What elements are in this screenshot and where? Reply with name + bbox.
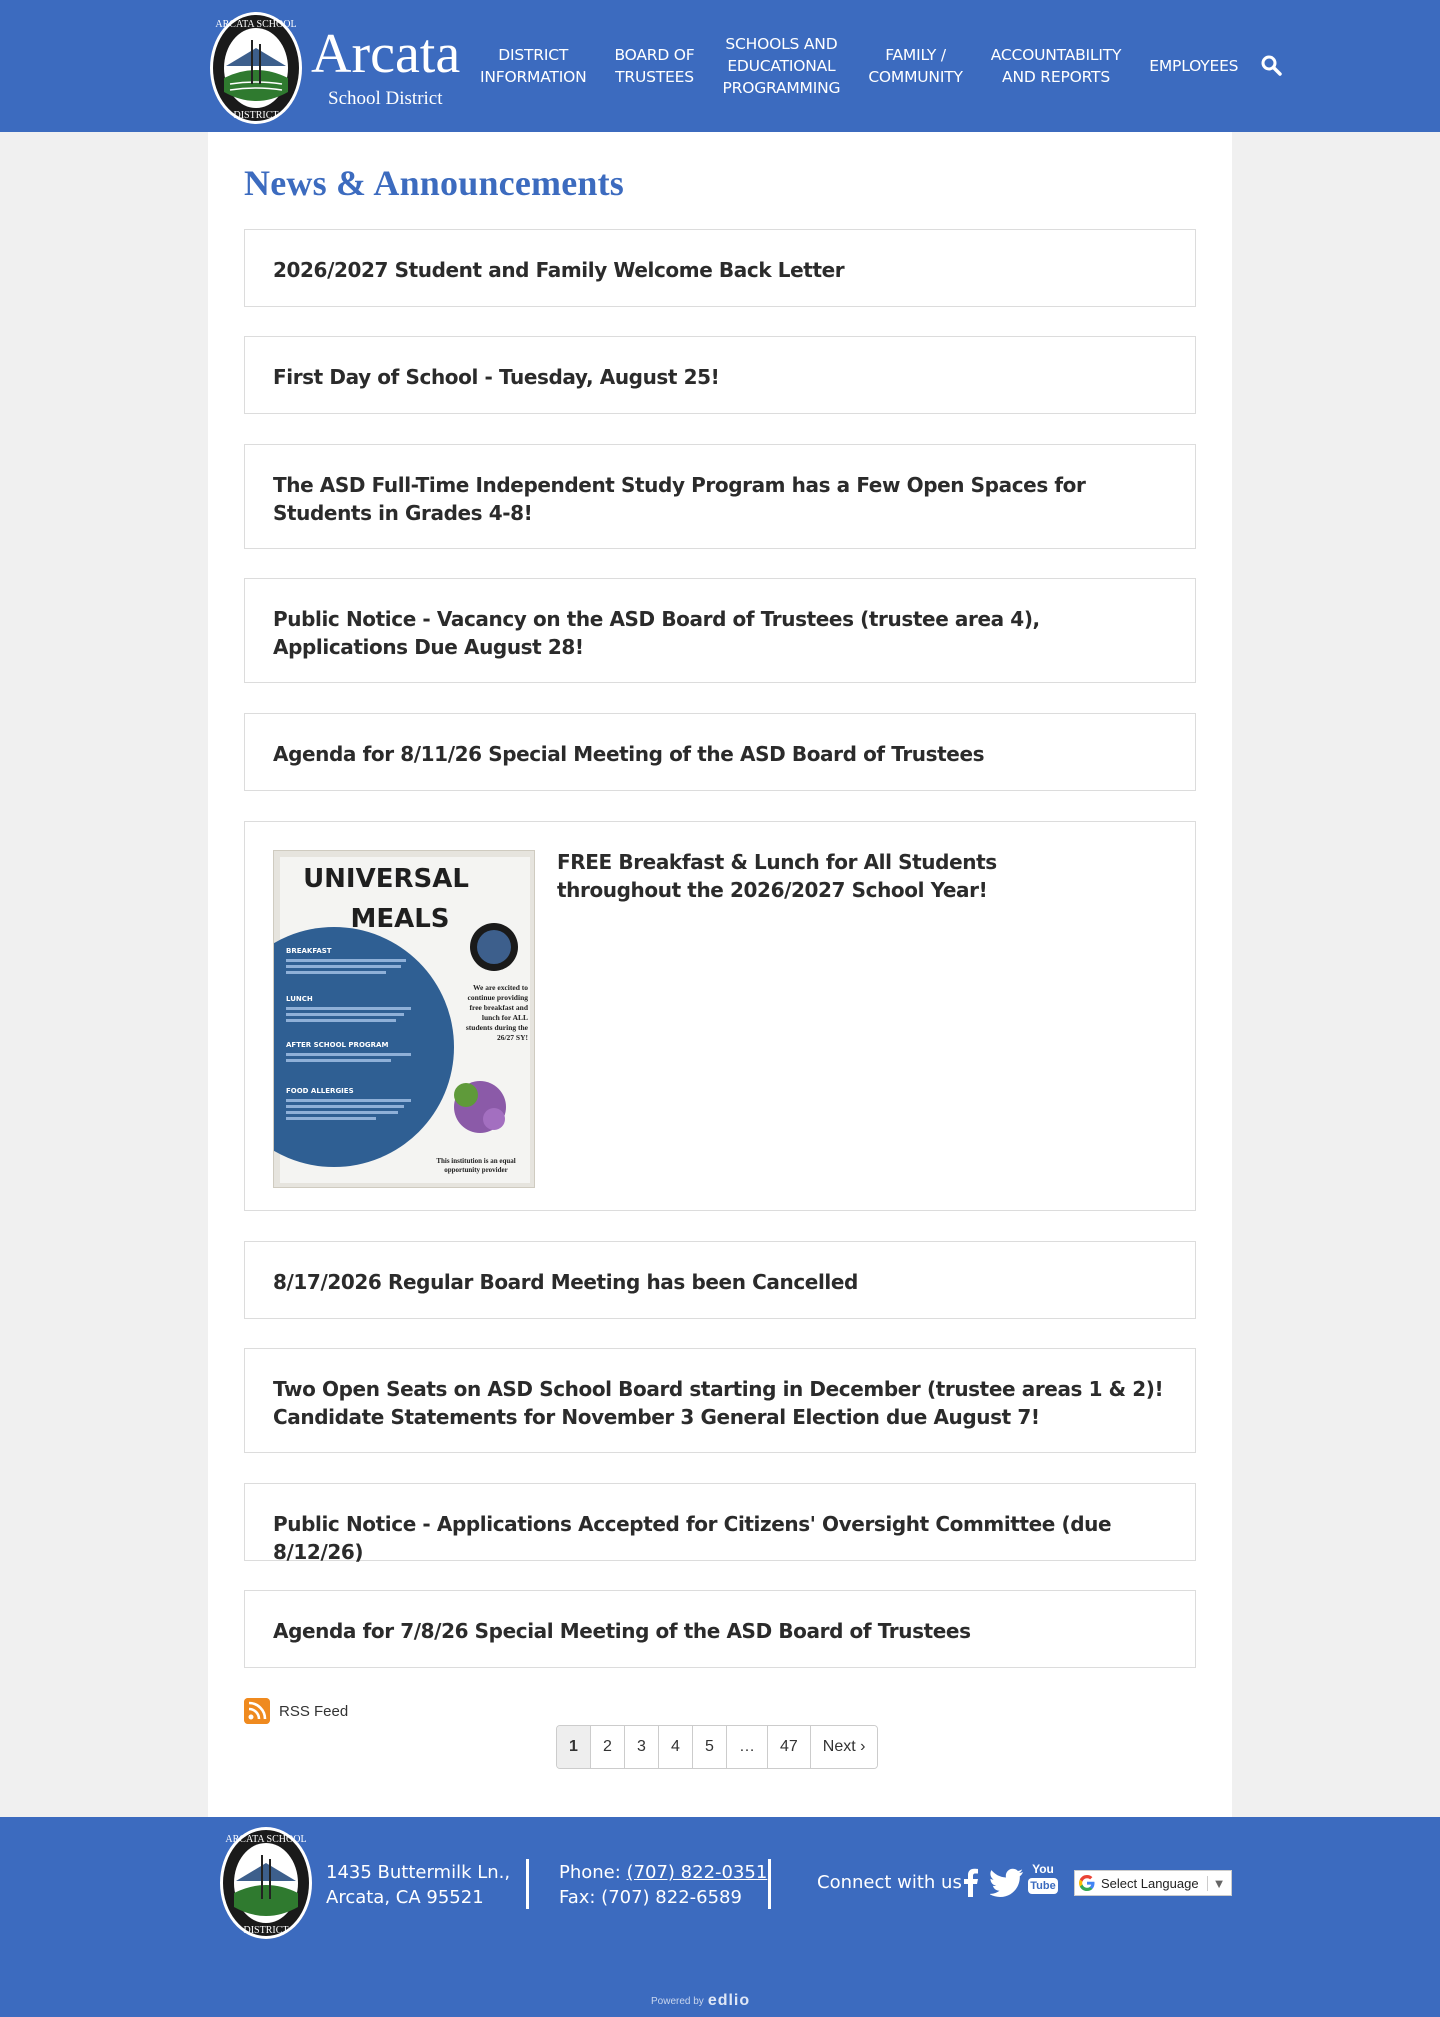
- search-icon[interactable]: [1260, 54, 1284, 78]
- phone-line: [559, 1860, 767, 1885]
- page-3-button[interactable]: 3: [625, 1726, 659, 1768]
- news-item[interactable]: [244, 336, 1196, 414]
- nav-accountability-reports[interactable]: ACCOUNTABILITY AND REPORTS: [990, 46, 1122, 86]
- google-icon: [1079, 1875, 1095, 1891]
- news-item[interactable]: [244, 578, 1196, 683]
- youtube-tube: Tube: [1028, 1878, 1058, 1894]
- main-content: [208, 132, 1232, 1817]
- phone-label: Phone:: [559, 1862, 627, 1883]
- nav-board-of-trustees[interactable]: BOARD OF TRUSTEES: [614, 46, 695, 86]
- page-4-button[interactable]: 4: [659, 1726, 693, 1768]
- youtube-you: You: [1032, 1862, 1054, 1876]
- footer-contact: [559, 1860, 767, 1910]
- page-1-button[interactable]: 1: [557, 1726, 591, 1768]
- connect-label: Connect with us: [817, 1872, 962, 1893]
- svg-text:FOOD ALLERGIES: FOOD ALLERGIES: [286, 1087, 354, 1095]
- news-item[interactable]: [244, 444, 1196, 549]
- pagination-ellipsis: …: [727, 1726, 768, 1768]
- news-item[interactable]: [244, 1241, 1196, 1319]
- footer-divider: [526, 1859, 529, 1909]
- svg-text:MEALS: MEALS: [350, 904, 450, 934]
- rss-icon: [244, 1698, 270, 1724]
- district-seal-icon: [208, 10, 304, 126]
- news-item[interactable]: [244, 713, 1196, 791]
- address-line-1: 1435 Buttermilk Ln.,: [326, 1862, 511, 1883]
- phone-link[interactable]: (707) 822-0351: [626, 1862, 768, 1883]
- news-title[interactable]: 8/17/2026 Regular Board Meeting has been Cancelled: [273, 1270, 858, 1294]
- brand-subtitle: School District: [328, 88, 443, 109]
- news-item[interactable]: [244, 821, 1196, 1211]
- district-seal-icon: [218, 1825, 314, 1941]
- page-2-button[interactable]: 2: [591, 1726, 625, 1768]
- facebook-icon[interactable]: [956, 1867, 986, 1897]
- svg-text:UNIVERSAL: UNIVERSAL: [303, 864, 469, 894]
- fax-line: Fax: (707) 822-6589: [559, 1887, 742, 1908]
- svg-text:ARCATA SCHOOL: ARCATA SCHOOL: [215, 19, 297, 30]
- svg-text:LUNCH: LUNCH: [286, 995, 313, 1003]
- news-title[interactable]: Public Notice - Vacancy on the ASD Board of Trustees (trustee area 4), Applications Due August 28!: [273, 607, 1040, 659]
- site-header: [0, 0, 1440, 132]
- svg-text:BREAKFAST: BREAKFAST: [286, 947, 332, 955]
- page-5-button[interactable]: 5: [693, 1726, 727, 1768]
- news-title[interactable]: 2026/2027 Student and Family Welcome Back Letter: [273, 258, 845, 282]
- footer-address: [326, 1860, 510, 1910]
- address-line-2: Arcata, CA 95521: [326, 1887, 484, 1908]
- svg-text:DISTRICT: DISTRICT: [243, 1925, 289, 1936]
- footer-divider: [768, 1859, 771, 1909]
- news-title[interactable]: The ASD Full-Time Independent Study Program has a Few Open Spaces for Students in Grades 4-8!: [273, 473, 1086, 525]
- language-select[interactable]: [1074, 1870, 1232, 1896]
- youtube-icon[interactable]: [1028, 1863, 1058, 1899]
- rss-feed-link[interactable]: [244, 1698, 348, 1724]
- nav-schools-programming[interactable]: SCHOOLS AND EDUCATIONAL PROGRAMMING: [722, 35, 841, 97]
- brand-name: Arcata: [311, 23, 461, 85]
- nav-district-information[interactable]: DISTRICT INFORMATION: [480, 46, 587, 86]
- universal-meals-flyer[interactable]: [273, 850, 535, 1188]
- flyer-graphic: UNIVERSAL MEALS BREAKFAST LUNCH AFTER SCHOOL PROGRAM FOOD ALLERGIES We are excited to continue providing free breakfast and lunch for ALL students during the 26/27 SY! This institution is an equal opportunity provider: [274, 851, 535, 1188]
- site-footer: [0, 1817, 1440, 2017]
- news-item[interactable]: [244, 1590, 1196, 1668]
- svg-text:AFTER SCHOOL PROGRAM: AFTER SCHOOL PROGRAM: [286, 1041, 389, 1049]
- twitter-icon[interactable]: [990, 1867, 1024, 1897]
- news-title[interactable]: Agenda for 8/11/26 Special Meeting of the ASD Board of Trustees: [273, 742, 985, 766]
- language-label: Select Language: [1101, 1875, 1199, 1891]
- powered-by[interactable]: [651, 1992, 750, 2010]
- edlio-logo: edlio: [707, 1992, 751, 2009]
- news-title[interactable]: Public Notice - Applications Accepted for Citizens' Oversight Committee (due 8/12/26): [273, 1512, 1112, 1564]
- nav-family-community[interactable]: FAMILY / COMMUNITY: [868, 46, 963, 86]
- news-item[interactable]: [244, 1483, 1196, 1564]
- next-page-button[interactable]: Next ›: [811, 1726, 878, 1768]
- powered-by-label: Powered by: [651, 1995, 704, 2007]
- news-title[interactable]: Agenda for 7/8/26 Special Meeting of the ASD Board of Trustees: [273, 1619, 971, 1643]
- news-item[interactable]: [244, 229, 1196, 307]
- svg-text:DISTRICT: DISTRICT: [233, 110, 279, 121]
- page-title: News & Announcements: [244, 163, 625, 203]
- svg-text:ARCATA SCHOOL: ARCATA SCHOOL: [225, 1834, 307, 1845]
- district-logo[interactable]: [208, 10, 461, 126]
- chevron-down-icon: ▼: [1207, 1876, 1226, 1891]
- pagination: [556, 1725, 878, 1769]
- news-item[interactable]: [244, 1348, 1196, 1453]
- news-title[interactable]: Two Open Seats on ASD School Board starting in December (trustee areas 1 & 2)! Candidate Statements for November 3 General Election due August 7!: [273, 1377, 1164, 1429]
- news-title[interactable]: First Day of School - Tuesday, August 25!: [273, 365, 720, 389]
- news-title[interactable]: FREE Breakfast & Lunch for All Students throughout the 2026/2027 School Year!: [557, 850, 997, 902]
- nav-employees[interactable]: EMPLOYEES: [1149, 57, 1239, 75]
- page-47-button[interactable]: 47: [768, 1726, 811, 1768]
- main-nav: [466, 0, 1284, 132]
- rss-label: RSS Feed: [279, 1702, 349, 1720]
